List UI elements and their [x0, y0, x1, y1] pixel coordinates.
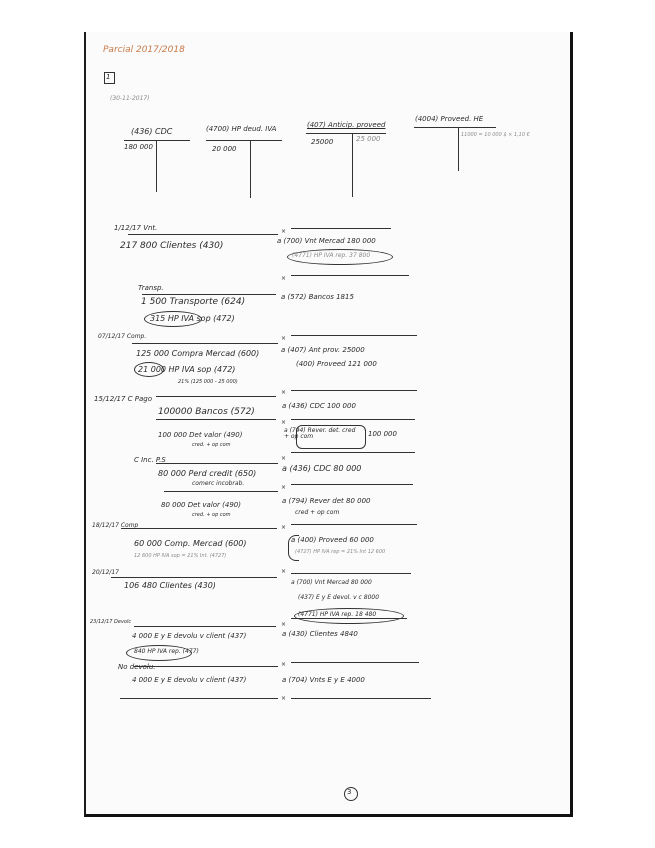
- t-account-debit: 180 000: [124, 143, 153, 151]
- t-account-credit: 25 000: [356, 135, 381, 143]
- journal-debit: 80 000 Perd credit (650): [158, 469, 257, 478]
- bracket-annotation: [288, 535, 299, 561]
- page-number: 3: [347, 788, 352, 796]
- journal-debit: 125 000 Compra Mercad (600): [136, 349, 260, 358]
- journal-credit: a (430) Clientes 4840: [282, 630, 358, 638]
- journal-date: 18/12/17 Comp: [92, 522, 139, 529]
- journal-debit: 80 000 Det valor (490): [161, 501, 241, 509]
- journal-debit: 4 000 E y E devolu v client (437): [132, 676, 247, 684]
- journal-label: Transp.: [138, 284, 164, 292]
- journal-credit-note: (4727) HP IVA rep = 21% Int 12 600: [295, 549, 386, 555]
- exam-date: (30-11-2017): [110, 95, 150, 102]
- journal-credit: a (436) CDC 100 000: [282, 402, 356, 410]
- journal-credit-note: (437) E y E devol. v c 8000: [298, 594, 380, 601]
- journal-debit-note: comerc incobrab.: [192, 480, 245, 487]
- journal-credit: a (400) Proveed 60 000: [291, 536, 374, 544]
- t-account-title: (4004) Proveed. HE: [415, 115, 484, 123]
- journal-debit: 100000 Bancos (572): [158, 407, 255, 417]
- journal-credit-note: cred + op com: [295, 509, 340, 516]
- journal-credit: (400) Proveed 121 000: [296, 360, 377, 368]
- question-number: 1: [106, 73, 111, 81]
- journal-debit: 100 000 Det valor (490): [158, 431, 243, 439]
- journal-date: 1/12/17 Vnt.: [114, 224, 158, 232]
- journal-debit: 315 HP IVA sop (472): [150, 314, 235, 323]
- t-account-title: (436) CDC: [131, 127, 173, 136]
- journal-debit-note: cred. + op com: [192, 512, 231, 518]
- journal-debit: 1 500 Transporte (624): [141, 297, 246, 307]
- journal-credit: a (436) CDC 80 000: [282, 464, 362, 473]
- journal-debit: 217 800 Clientes (430): [120, 241, 224, 251]
- journal-credit: a (700) Vnt Mercad 180 000: [277, 237, 376, 245]
- journal-label: No devolu.: [118, 663, 156, 671]
- t-account-title: (4700) HP deud. IVA: [206, 125, 277, 133]
- journal-debit: 21 000 HP IVA sop (472): [138, 365, 236, 374]
- journal-amount: 100 000: [368, 430, 397, 438]
- journal-debit: 106 480 Clientes (430): [124, 581, 216, 590]
- journal-credit-note: (4771) HP IVA rep. 18 480: [298, 611, 377, 618]
- journal-debit: 4 000 E y E devolu v client (437): [132, 632, 247, 640]
- journal-note: 21% (125 000 - 25 000): [178, 379, 238, 385]
- page-title: Parcial 2017/2018: [103, 45, 185, 55]
- journal-credit: a (794) Rever det 80 000: [282, 497, 371, 505]
- t-account-title: (407) Anticip. proveed: [307, 121, 386, 129]
- journal-credit: a (572) Bancos 1815: [281, 293, 354, 301]
- journal-credit: a (700) Vnt Mercad 80 000: [291, 579, 372, 586]
- journal-credit: a (704) Vnts E y E 4000: [282, 676, 365, 684]
- journal-credit: a (794) Rever. det. cred + op com: [284, 427, 356, 440]
- journal-date: 07/12/17 Comp.: [98, 333, 147, 340]
- journal-debit: 60 000 Comp. Mercad (600): [134, 539, 247, 548]
- journal-debit: 840 HP IVA rep. (477): [134, 648, 199, 655]
- journal-date: 15/12/17 C Pago: [94, 395, 153, 403]
- exam-sheet: Parcial 2017/2018 1 (30-11-2017) (436) CDC 180 000 (4700) HP deud. IVA 20 000 (407) Anticip. proveed 25000 25 000 (4004) Proveed. HE 11000 = 10 000 $ × 1,10 € × × × × × × × × × × × × 1/12/17 Vnt. 217 800 Clientes (430) a (700) Vnt Mercad 180 000 (4771) HP IVA rep. 37 800 Transp. 1 500 Transporte (624) a (572) Bancos 1815 315 HP IVA sop (472) 07/12/17 Comp. 125 000 Compra Mercad (600) a (407) Ant prov. 25000 21 000 HP IVA sop (472) (400) Proveed 121 000 21% (125 000 - 25 000) 15/12/17 C Pago 100000 Bancos (572) a (436) CDC 100 000 100 000 Det valor (490) cred. + op com a (794) Rever. det. cred + op com 100 000 C Inc. P.S 80 000 Perd credit (650) comerc incobrab. a (436) CDC 80 000 80 000 Det valor (490) cred. + op com a (794) Rever det 80 000 cred + op com 18/12/17 Comp 60 000 Comp. Mercad (600) a (400) Proveed 60 000 12 600 HP IVA sop = 21% Int. (4727) (4727) HP IVA rep = 21% Int 12 600 20/12/17 106 480 Clientes (430) a (700) Vnt Mercad 80 000 (437) E y E devol. v c 8000 (4771) HP IVA rep. 18 480 23/12/17 Devolc 4 000 E y E devolu v client (437) a (430) Clientes 4840 840 HP IVA rep. (477) No devolu. 4 000 E y E devolu v client (437) a (704) Vnts E y E 4000 3: [84, 32, 573, 817]
- journal-date: 23/12/17 Devolc: [90, 619, 132, 625]
- journal-credit: a (407) Ant prov. 25000: [281, 346, 365, 354]
- t-account-credit: 11000 = 10 000 $ × 1,10 €: [461, 132, 530, 138]
- journal-note: 12 600 HP IVA sop = 21% Int. (4727): [134, 553, 227, 559]
- t-account-debit: 25000: [311, 138, 334, 146]
- journal-date: 20/12/17: [92, 569, 119, 576]
- journal-label: C Inc. P.S: [134, 456, 166, 464]
- t-account-debit: 20 000: [212, 145, 237, 153]
- journal-debit-note: cred. + op com: [192, 442, 231, 448]
- journal-credit-note: (4771) HP IVA rep. 37 800: [292, 252, 371, 259]
